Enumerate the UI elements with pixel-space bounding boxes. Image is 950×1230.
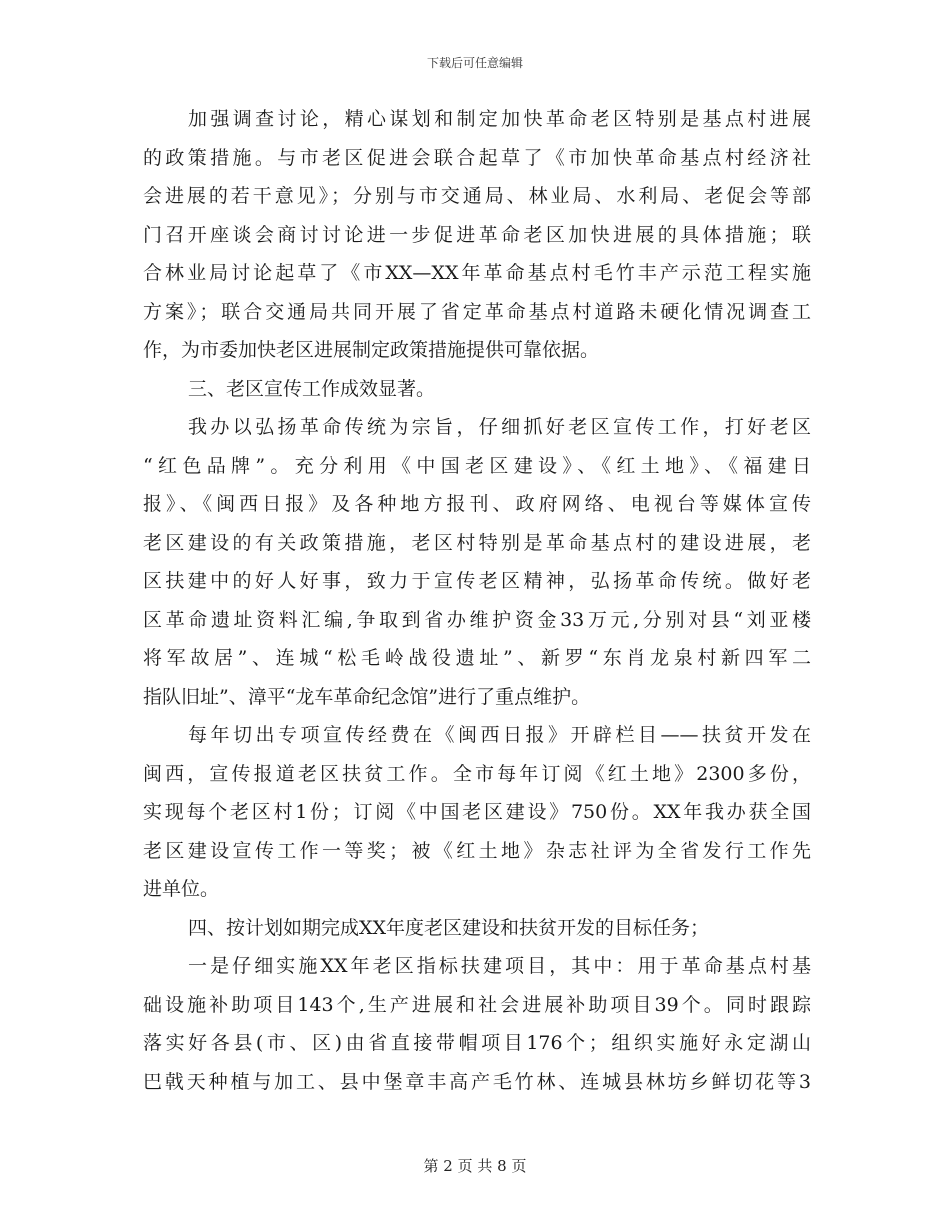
text-line: 老区建设宣传工作一等奖；被《红土地》杂志社评为全省发行工作先 — [143, 839, 811, 862]
text-line: 区革命遗址资料汇编,争取到省办维护资金33万元,分别对县“刘亚楼 — [143, 608, 811, 631]
text-line: 四、按计划如期完成XX年度老区建设和扶贫开发的目标任务； — [188, 916, 710, 939]
text-line: 的政策措施。与市老区促进会联合起草了《市加快革命基点村经济社 — [143, 146, 811, 169]
text-line: “红色品牌”。充分利用《中国老区建设》、《红土地》、《福建日 — [143, 454, 811, 477]
text-line: 老区建设的有关政策措施，老区村特别是革命基点村的建设进展，老 — [143, 531, 811, 554]
text-line: 门召开座谈会商讨讨论进一步促进革命老区加快进展的具体措施；联 — [143, 223, 811, 246]
text-line: 础设施补助项目143个,生产进展和社会进展补助项目39个。同时跟踪 — [143, 993, 811, 1016]
text-line: 会进展的若干意见》；分别与市交通局、林业局、水利局、老促会等部 — [143, 185, 811, 207]
document-body — [143, 100, 811, 1101]
text-line: 我办以弘扬革命传统为宗旨，仔细抓好老区宣传工作，打好老区 — [188, 416, 811, 438]
text-line: 加强调查讨论，精心谋划和制定加快革命老区特别是基点村进展 — [188, 108, 811, 130]
text-line: 指队旧址”、漳平“龙车革命纪念馆”进行了重点维护。 — [143, 685, 591, 708]
page-footer: 第 2 页 共 8 页 — [423, 1157, 527, 1175]
text-line: 三、老区宣传工作成效显著。 — [188, 377, 436, 400]
text-line: 每年切出专项宣传经费在《闽西日报》开辟栏目——扶贫开发在 — [188, 724, 811, 746]
text-line: 落实好各县(市、区)由省直接带帽项目176个；组织实施好永定湖山 — [143, 1032, 811, 1054]
text-line: 实现每个老区村1份；订阅《中国老区建设》750份。XX年我办获全国 — [143, 801, 811, 823]
text-line: 报》、《闽西日报》及各种地方报刊、政府网络、电视台等媒体宣传 — [143, 493, 811, 515]
text-line: 合林业局讨论起草了《市XX—XX年革命基点村毛竹丰产示范工程实施 — [143, 262, 811, 284]
text-line: 一是仔细实施XX年老区指标扶建项目，其中：用于革命基点村基 — [188, 955, 811, 977]
text-line: 将军故居”、连城“松毛岭战役遗址”、新罗“东肖龙泉村新四军二 — [143, 647, 811, 669]
text-line: 闽西，宣传报道老区扶贫工作。全市每年订阅《红土地》2300多份， — [143, 762, 811, 785]
text-line: 区扶建中的好人好事，致力于宣传老区精神，弘扬革命传统。做好老 — [143, 570, 811, 592]
text-line: 作，为市委加快老区进展制定政策措施提供可靠依据。 — [143, 339, 600, 361]
text-line: 进单位。 — [143, 878, 220, 900]
page-header: 下载后可任意编辑 — [426, 56, 523, 70]
text-line: 方案》；联合交通局共同开展了省定革命基点村道路未硬化情况调查工 — [143, 300, 811, 323]
text-line: 巴戟天种植与加工、县中堡章丰高产毛竹林、连城县林坊乡鲜切花等3 — [143, 1070, 811, 1093]
